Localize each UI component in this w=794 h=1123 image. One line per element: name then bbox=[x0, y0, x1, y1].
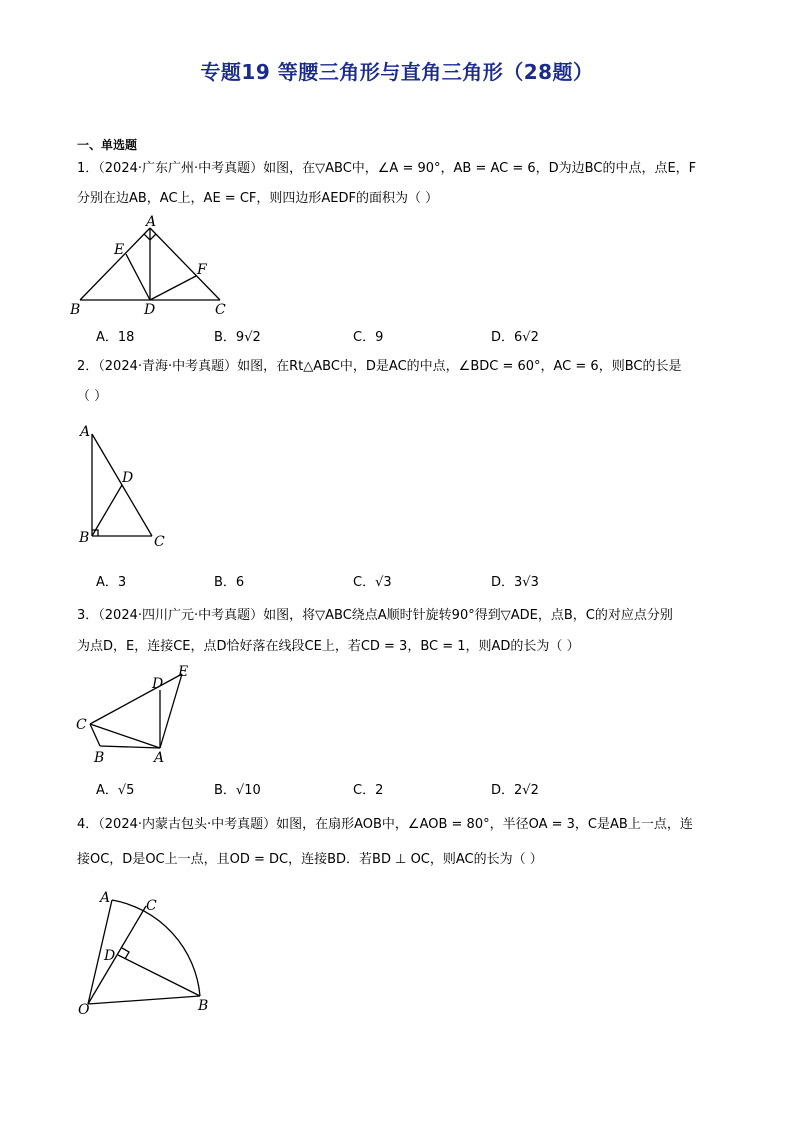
q1-choice-c[interactable]: C．9 bbox=[353, 330, 384, 345]
question-1-figure bbox=[70, 214, 240, 322]
q3-choice-d[interactable]: D．2√2 bbox=[491, 783, 539, 798]
q2-choice-c[interactable]: C．√3 bbox=[353, 575, 392, 590]
question-4-line-1: 4．（2024·内蒙古包头·中考真题）如图，在扇形AOB中，∠AOB = 80°，半径OA = 3，C是AB上一点，连 bbox=[77, 817, 693, 832]
question-2-figure bbox=[72, 420, 172, 550]
q2-label-C: C bbox=[154, 534, 165, 550]
q1-choice-d[interactable]: D．6√2 bbox=[491, 330, 539, 345]
q2-label-A: A bbox=[80, 424, 91, 440]
question-3-line-1: 3．（2024·四川广元·中考真题）如图，将▽ABC绕点A顺时针旋转90°得到▽ADE，点B，C的对应点分别 bbox=[77, 608, 673, 623]
q3-label-D: D bbox=[152, 676, 164, 692]
question-1-line-1: 1．（2024·广东广州·中考真题）如图，在▽ABC中，∠A = 90°，AB = AC = 6，D为边BC的中点，点E，F bbox=[77, 161, 697, 176]
q2-choice-d[interactable]: D．3√3 bbox=[491, 575, 539, 590]
question-3-line-2: 为点D，E，连接CE，点D恰好落在线段CE上，若CD = 3，BC = 1，则AD的长为（ ） bbox=[77, 639, 580, 654]
q2-label-D: D bbox=[122, 470, 134, 486]
question-1-choices bbox=[96, 326, 696, 344]
question-1-line-2: 分别在边AB，AC上，AE = CF，则四边形AEDF的面积为（ ） bbox=[77, 191, 439, 206]
question-2-choices bbox=[96, 571, 696, 589]
question-4-line-2: 接OC，D是OC上一点，且OD = DC，连接BD．若BD ⊥ OC，则AC的长为（ ） bbox=[77, 852, 543, 867]
q3-choice-a[interactable]: A．√5 bbox=[96, 783, 135, 798]
q1-choice-a[interactable]: A．18 bbox=[96, 330, 135, 345]
q1-label-C: C bbox=[215, 302, 226, 318]
question-3-figure bbox=[70, 662, 200, 768]
section-heading: 一、单选题 bbox=[77, 138, 138, 152]
q1-label-E: E bbox=[114, 242, 125, 258]
q3-choice-c[interactable]: C．2 bbox=[353, 783, 384, 798]
q4-label-O: O bbox=[78, 1002, 90, 1018]
question-3-choices bbox=[96, 779, 696, 797]
q2-choice-a[interactable]: A．3 bbox=[96, 575, 127, 590]
q2-label-B: B bbox=[79, 530, 90, 546]
q2-choice-b[interactable]: B．6 bbox=[214, 575, 245, 590]
q4-label-D: D bbox=[104, 948, 116, 964]
q3-label-C: C bbox=[76, 717, 87, 733]
q1-label-D: D bbox=[144, 302, 156, 318]
q4-label-C: C bbox=[146, 898, 157, 914]
q1-choice-b[interactable]: B．9√2 bbox=[214, 330, 261, 345]
q3-choice-b[interactable]: B．√10 bbox=[214, 783, 261, 798]
q4-label-A: A bbox=[100, 890, 111, 906]
q3-label-E: E bbox=[178, 664, 189, 680]
q1-label-B: B bbox=[70, 302, 81, 318]
q3-label-B: B bbox=[94, 750, 105, 766]
question-2-line-1: 2．（2024·青海·中考真题）如图，在Rt△ABC中，D是AC的中点，∠BDC = 60°，AC = 6，则BC的长是 bbox=[77, 359, 682, 374]
q1-label-F: F bbox=[197, 262, 207, 278]
question-4-figure bbox=[74, 884, 224, 1024]
page-title: 专题19 等腰三角形与直角三角形（28题） bbox=[200, 60, 594, 84]
q4-label-B: B bbox=[198, 998, 209, 1014]
q3-label-A: A bbox=[154, 750, 165, 766]
q1-label-A: A bbox=[146, 214, 157, 230]
question-2-line-2: （ ） bbox=[77, 389, 108, 404]
